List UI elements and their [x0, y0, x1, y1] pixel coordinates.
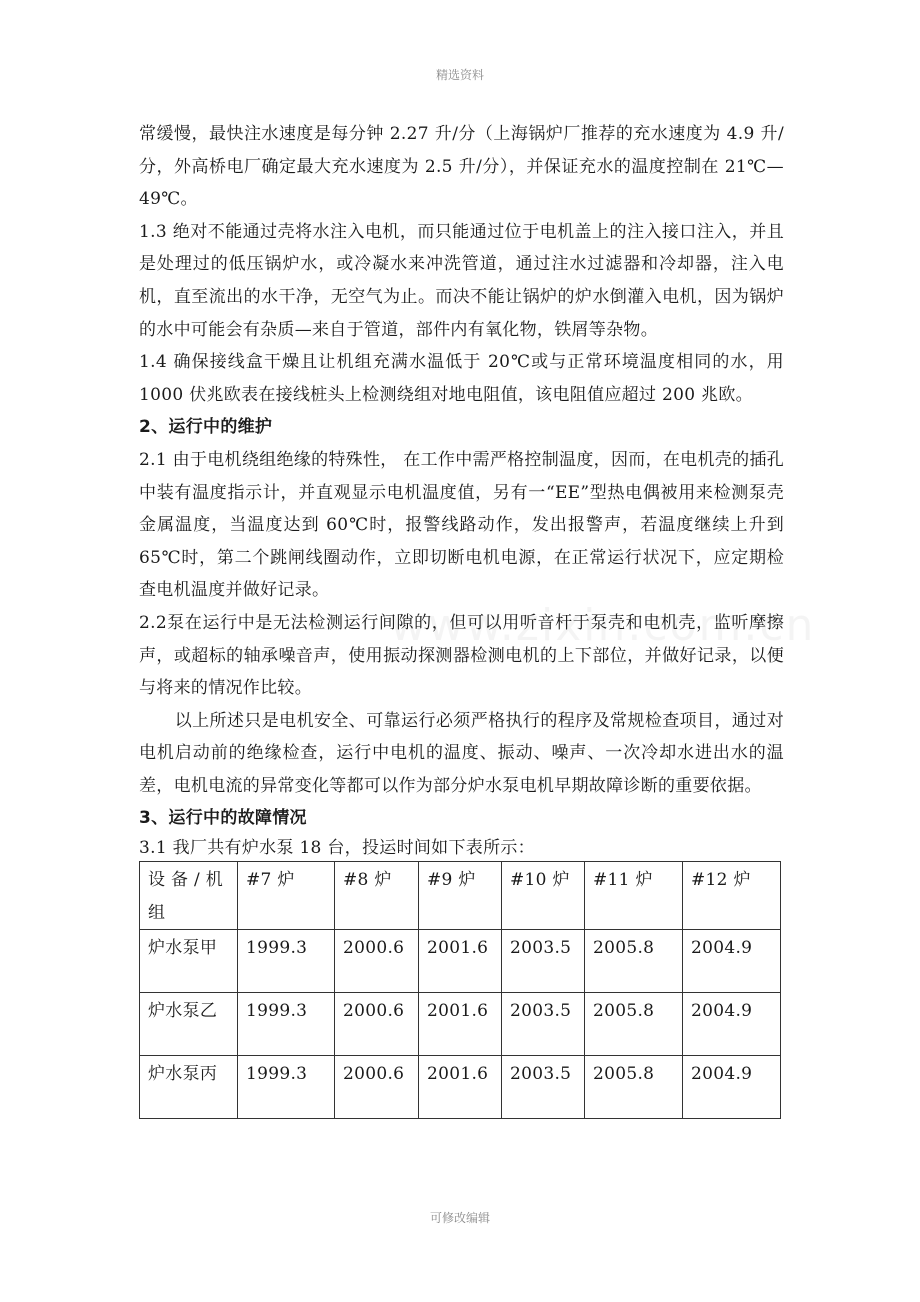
table-cell: 2003.5	[502, 993, 585, 1056]
table-cell: 2000.6	[335, 993, 419, 1056]
table-cell: 2001.6	[419, 1056, 502, 1119]
table-header-cell: #12 炉	[683, 862, 781, 930]
section-heading-2: 2、运行中的维护	[139, 417, 273, 438]
table-cell: 2005.8	[585, 930, 683, 993]
table-header-cell: #11 炉	[585, 862, 683, 930]
table-cell: 1999.3	[238, 1056, 335, 1119]
table-cell: 2004.9	[683, 930, 781, 993]
installation-table	[139, 861, 781, 1119]
table-cell: 炉水泵丙	[140, 1056, 238, 1119]
paragraph-summary: 以上所述只是电机安全、可靠运行必须严格执行的程序及常规检查项目，通过对电机启动前的绝缘检查，运行中电机的温度、振动、噪声、一次冷却水进出水的温差，电机电流的异常变化等都可以作为部分炉水泵电机早期故障诊断的重要依据。	[139, 710, 784, 796]
table-header-cell: #9 炉	[419, 862, 502, 930]
paragraph-1-4: 1.4 确保接线盒干燥且让机组充满水温低于 20℃或与正常环境温度相同的水，用 1000 伏兆欧表在接线桩头上检测绕组对地电阻值，该电阻值应超过 200 兆欧。	[139, 352, 784, 405]
table-header-cell: #10 炉	[502, 862, 585, 930]
table-cell: 2001.6	[419, 993, 502, 1056]
table-cell: 炉水泵乙	[140, 993, 238, 1056]
table-row	[140, 993, 781, 1056]
paragraph-2-2: 2.2泵在运行中是无法检测运行间隙的，但可以用听音杆于泵壳和电机壳，监听摩擦声，或超标的轴承噪音声，使用振动探测器检测电机的上下部位，并做好记录，以便与将来的情况作比较。	[139, 612, 784, 699]
paragraph-1-3: 1.3 绝对不能通过壳将水注入电机，而只能通过位于电机盖上的注入接口注入，并且是处理过的低压锅炉水，或冷凝水来冲洗管道，通过注水过滤器和冷却器，注入电机，直至流出的水干净，无空气为止。而决不能让锅炉的炉水倒灌入电机，因为锅炉的水中可能会有杂质—来自于管道，部件内有氧化物，铁屑等杂物。	[139, 221, 784, 340]
table-row	[140, 1056, 781, 1119]
paragraph-2-1: 2.1 由于电机绕组绝缘的特殊性， 在工作中需严格控制温度，因而，在电机壳的插孔中装有温度指示计，并直观显示电机温度值，另有一“EE”型热电偶被用来检测泵壳金属温度，当温度达到 60℃时，报警线路动作，发出报警声，若温度继续上升到 65℃时，第二个跳闸线圈动作，立即切断电机电源，在正常运行状况下，应定期检查电机温度并做好记录。	[139, 449, 784, 601]
paragraph-intro: 常缓慢，最快注水速度是每分钟 2.27 升/分（上海锅炉厂推荐的充水速度为 4.9 升/分，外高桥电厂确定最大充水速度为 2.5 升/分），并保证充水的温度控制在 21℃—49℃。	[139, 124, 784, 210]
table-header-row	[140, 862, 781, 930]
table-cell: 2000.6	[335, 1056, 419, 1119]
table-cell: 炉水泵甲	[140, 930, 238, 993]
table-cell: 2001.6	[419, 930, 502, 993]
page-header: 精选资料	[435, 68, 484, 82]
table-header-cell: 设 备 / 机组	[140, 862, 238, 930]
table-cell: 2004.9	[683, 1056, 781, 1119]
table-cell: 2004.9	[683, 993, 781, 1056]
table-header-cell: #7 炉	[238, 862, 335, 930]
table-cell: 1999.3	[238, 930, 335, 993]
table-header-cell: #8 炉	[335, 862, 419, 930]
document-body	[139, 118, 784, 1119]
table-cell: 2003.5	[502, 1056, 585, 1119]
table-row	[140, 930, 781, 993]
section-heading-3: 3、运行中的故障情况	[139, 808, 307, 829]
paragraph-3-1: 3.1 我厂共有炉水泵 18 台，投运时间如下表所示：	[139, 838, 535, 859]
table-cell: 2005.8	[585, 1056, 683, 1119]
table-cell: 2000.6	[335, 930, 419, 993]
table-cell: 2005.8	[585, 993, 683, 1056]
page-footer: 可修改编辑	[429, 1211, 490, 1225]
table-cell: 1999.3	[238, 993, 335, 1056]
table-cell: 2003.5	[502, 930, 585, 993]
